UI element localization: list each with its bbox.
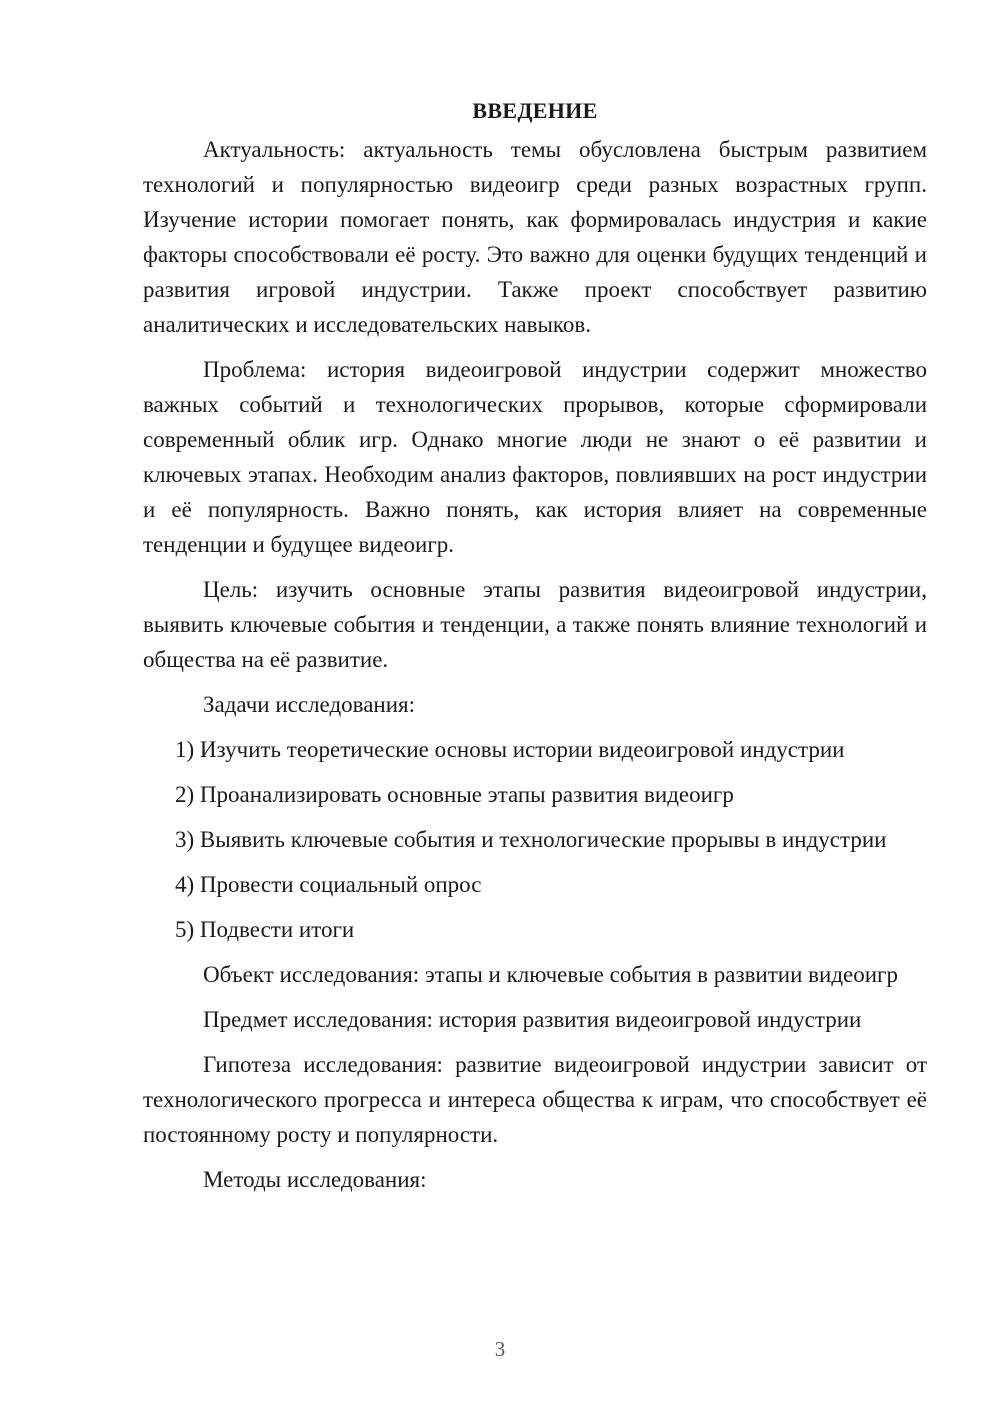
task-item-5: 5) Подвести итоги <box>175 917 355 942</box>
task-item-2: 2) Проанализировать основные этапы развития видеоигр <box>175 782 734 807</box>
paragraph-hypothesis: Гипотеза исследования: развитие видеоигровой индустрии зависит от технологического прогресса и интереса общества к играм, что способствует её постоянному росту и популярности. <box>143 1052 927 1147</box>
task-item-1: 1) Изучить теоретические основы истории видеоигровой индустрии <box>175 737 845 762</box>
paragraph-object: Объект исследования: этапы и ключевые события в развитии видеоигр <box>203 962 898 987</box>
paragraph-tasks-heading: Задачи исследования: <box>203 692 416 717</box>
paragraph-problem: Проблема: история видеоигровой индустрии содержит множество важных событий и технологических прорывов, которые сформировали современный облик игр. Однако многие люди не знают о её развитии и ключевых этапах. Необходим анализ факторов, повлиявших на рост индустрии и её популярность. Важно понять, как история влияет на современные тенденции и будущее видеоигр. <box>143 357 927 557</box>
page-content <box>143 93 927 1207</box>
paragraph-goal: Цель: изучить основные этапы развития видеоигровой индустрии, выявить ключевые события и тенденции, а также понять влияние технологий и общества на её развитие. <box>143 577 927 672</box>
paragraph-methods: Методы исследования: <box>203 1167 427 1192</box>
section-title: ВВЕДЕНИЕ <box>472 98 598 123</box>
paragraph-subject: Предмет исследования: история развития видеоигровой индустрии <box>203 1007 862 1032</box>
task-item-4: 4) Провести социальный опрос <box>175 872 482 897</box>
paragraph-relevance: Актуальность: актуальность темы обусловлена быстрым развитием технологий и популярностью видеоигр среди разных возрастных групп. Изучение истории помогает понять, как формировалась индустрия и какие факторы способствовали её росту. Это важно для оценки будущих тенденций и развития игровой индустрии. Также проект способствует развитию аналитических и исследовательских навыков. <box>143 137 927 337</box>
task-item-3: 3) Выявить ключевые события и технологические прорывы в индустрии <box>175 827 887 852</box>
page-number: 3 <box>494 1337 506 1361</box>
